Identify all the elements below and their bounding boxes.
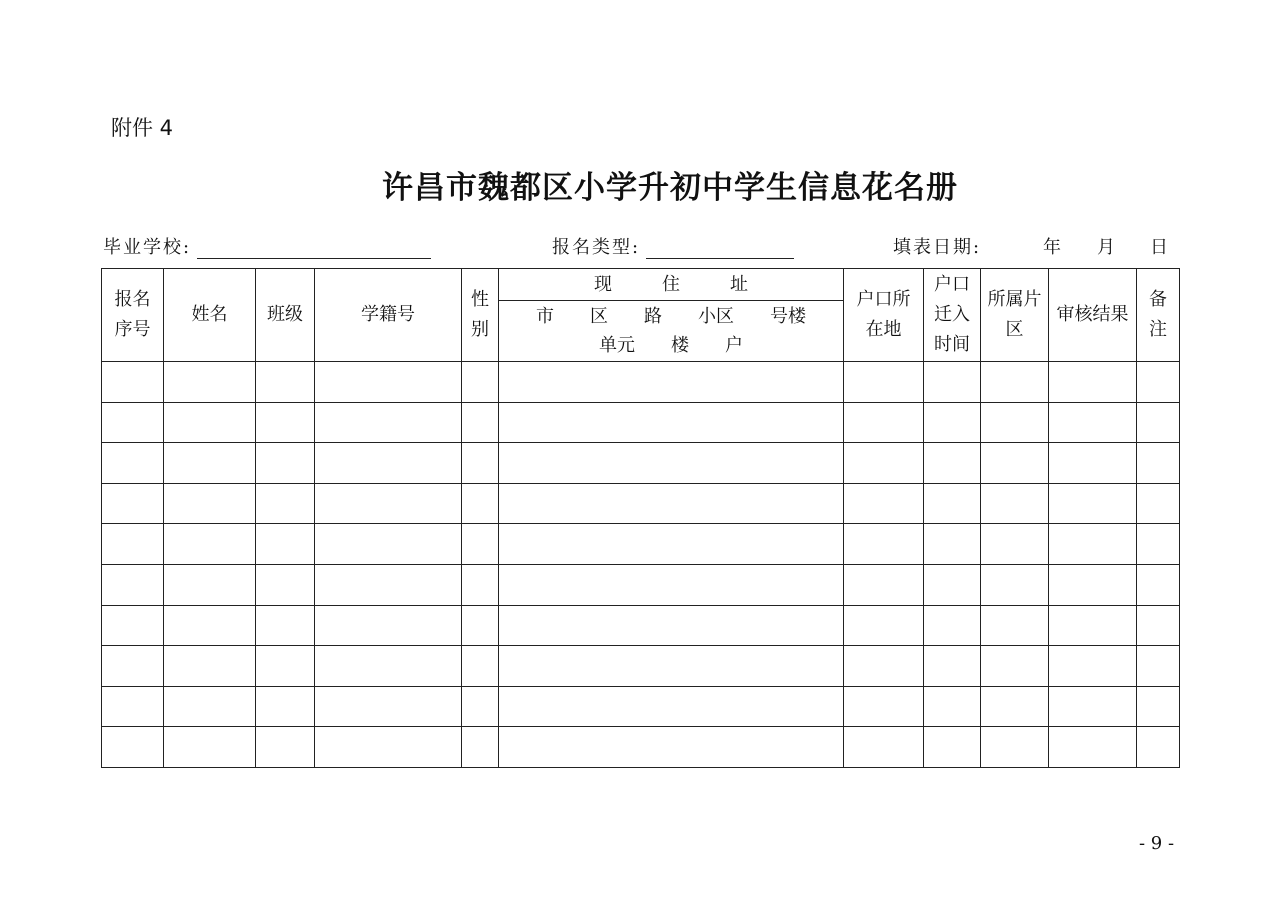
table-cell[interactable]	[315, 686, 462, 727]
page-title: 许昌市魏都区小学升初中学生信息花名册	[382, 170, 958, 206]
table-cell[interactable]	[1137, 524, 1180, 565]
school-field	[103, 233, 431, 259]
table-cell[interactable]	[499, 564, 844, 605]
table-cell[interactable]	[1137, 605, 1180, 646]
table-cell[interactable]	[102, 443, 164, 484]
table-cell[interactable]	[164, 727, 256, 768]
table-cell[interactable]	[981, 564, 1049, 605]
table-cell[interactable]	[102, 483, 164, 524]
table-cell[interactable]	[499, 402, 844, 443]
table-cell[interactable]	[981, 686, 1049, 727]
roster-body	[102, 362, 1180, 768]
table-cell[interactable]	[499, 443, 844, 484]
table-cell[interactable]	[1049, 443, 1137, 484]
table-cell[interactable]	[1049, 605, 1137, 646]
table-row	[102, 362, 1180, 403]
table-cell[interactable]	[1137, 686, 1180, 727]
type-label: 报名类型:	[552, 237, 641, 258]
table-cell[interactable]	[499, 483, 844, 524]
header-gender-line2: 别	[471, 319, 489, 340]
table-cell[interactable]	[102, 402, 164, 443]
table-cell[interactable]	[102, 564, 164, 605]
table-cell[interactable]	[844, 524, 924, 565]
table-cell[interactable]	[981, 402, 1049, 443]
table-cell[interactable]	[844, 483, 924, 524]
table-row	[102, 686, 1180, 727]
table-cell[interactable]	[844, 443, 924, 484]
table-cell[interactable]	[1137, 443, 1180, 484]
student-roster-table	[101, 268, 1180, 768]
header-district-line2: 区	[1005, 319, 1024, 340]
table-cell[interactable]	[1049, 483, 1137, 524]
table-cell[interactable]	[102, 727, 164, 768]
header-note-line1: 备	[1149, 289, 1167, 310]
table-cell[interactable]	[256, 483, 315, 524]
header-district-line1: 所属片	[987, 289, 1042, 310]
table-cell[interactable]	[844, 362, 924, 403]
table-cell[interactable]	[315, 362, 462, 403]
header-hukou	[844, 269, 924, 362]
table-cell[interactable]	[315, 402, 462, 443]
table-cell[interactable]	[256, 443, 315, 484]
table-cell[interactable]	[981, 605, 1049, 646]
table-cell[interactable]	[462, 362, 499, 403]
table-cell[interactable]	[924, 443, 981, 484]
table-cell[interactable]	[462, 686, 499, 727]
table-cell[interactable]	[844, 564, 924, 605]
header-gender	[462, 269, 499, 362]
table-cell[interactable]	[102, 686, 164, 727]
table-cell[interactable]	[924, 402, 981, 443]
table-cell[interactable]	[462, 443, 499, 484]
table-cell[interactable]	[924, 646, 981, 687]
header-move-line2: 迁入	[934, 304, 970, 325]
table-cell[interactable]	[256, 646, 315, 687]
table-cell[interactable]	[844, 686, 924, 727]
table-cell[interactable]	[981, 362, 1049, 403]
table-row	[102, 402, 1180, 443]
table-row	[102, 443, 1180, 484]
attachment-label: 附件 4	[111, 116, 174, 140]
table-cell[interactable]	[164, 646, 256, 687]
table-cell[interactable]	[462, 402, 499, 443]
header-name: 姓名	[164, 269, 256, 362]
header-student-id: 学籍号	[315, 269, 462, 362]
table-cell[interactable]	[844, 727, 924, 768]
header-move-line3: 时间	[934, 334, 970, 355]
table-row	[102, 564, 1180, 605]
date-day: 日	[1150, 237, 1168, 258]
table-row	[102, 605, 1180, 646]
table-cell[interactable]	[844, 605, 924, 646]
school-label: 毕业学校:	[103, 237, 192, 258]
table-cell[interactable]	[315, 605, 462, 646]
table-cell[interactable]	[315, 564, 462, 605]
table-cell[interactable]	[462, 605, 499, 646]
table-cell[interactable]	[256, 605, 315, 646]
table-row	[102, 483, 1180, 524]
table-cell[interactable]	[499, 524, 844, 565]
header-seq-line2: 序号	[114, 319, 151, 340]
table-cell[interactable]	[164, 443, 256, 484]
table-cell[interactable]	[1137, 483, 1180, 524]
table-cell[interactable]	[981, 483, 1049, 524]
header-address-title: 现住址	[499, 269, 844, 301]
table-cell[interactable]	[315, 524, 462, 565]
header-seq-line1: 报名	[114, 289, 151, 310]
table-cell[interactable]	[164, 564, 256, 605]
table-cell[interactable]	[315, 727, 462, 768]
header-move-in-time	[924, 269, 981, 362]
table-cell[interactable]	[1049, 686, 1137, 727]
table-cell[interactable]	[499, 686, 844, 727]
table-cell[interactable]	[1137, 727, 1180, 768]
header-address-line1: 市 区 路 小区 号楼	[536, 306, 806, 327]
table-cell[interactable]	[315, 646, 462, 687]
page-number: - 9 -	[1139, 833, 1175, 854]
header-hukou-line2: 在地	[865, 319, 902, 340]
table-cell[interactable]	[499, 362, 844, 403]
table-cell[interactable]	[256, 686, 315, 727]
table-cell[interactable]	[462, 483, 499, 524]
header-seq	[102, 269, 164, 362]
table-cell[interactable]	[1049, 564, 1137, 605]
table-cell[interactable]	[1049, 362, 1137, 403]
table-cell[interactable]	[164, 483, 256, 524]
table-cell[interactable]	[924, 524, 981, 565]
table-cell[interactable]	[1049, 524, 1137, 565]
table-cell[interactable]	[499, 727, 844, 768]
table-cell[interactable]	[1049, 402, 1137, 443]
form-meta-row	[0, 233, 1280, 259]
date-field	[893, 233, 981, 259]
table-row	[102, 727, 1180, 768]
header-hukou-line1: 户口所	[856, 289, 911, 310]
table-cell[interactable]	[164, 686, 256, 727]
header-class: 班级	[256, 269, 315, 362]
table-cell[interactable]	[462, 727, 499, 768]
table-cell[interactable]	[981, 727, 1049, 768]
table-cell[interactable]	[1137, 362, 1180, 403]
table-cell[interactable]	[1137, 564, 1180, 605]
header-address-detail	[499, 301, 844, 362]
table-cell[interactable]	[981, 524, 1049, 565]
table-cell[interactable]	[462, 646, 499, 687]
table-cell[interactable]	[102, 362, 164, 403]
table-cell[interactable]	[981, 443, 1049, 484]
header-district	[981, 269, 1049, 362]
table-cell[interactable]	[102, 605, 164, 646]
table-cell[interactable]	[256, 362, 315, 403]
table-cell[interactable]	[924, 483, 981, 524]
type-input-line[interactable]	[646, 238, 794, 259]
table-cell[interactable]	[924, 564, 981, 605]
table-cell[interactable]	[164, 605, 256, 646]
table-cell[interactable]	[844, 646, 924, 687]
header-address-line2: 单元 楼 户	[599, 335, 743, 356]
table-cell[interactable]	[102, 524, 164, 565]
table-cell[interactable]	[981, 646, 1049, 687]
date-year: 年	[1043, 237, 1061, 258]
type-field	[552, 233, 794, 259]
school-input-line[interactable]	[197, 238, 431, 259]
date-month: 月	[1097, 237, 1115, 258]
table-cell[interactable]	[164, 362, 256, 403]
table-cell[interactable]	[499, 646, 844, 687]
table-cell[interactable]	[164, 402, 256, 443]
table-cell[interactable]	[1049, 727, 1137, 768]
header-note	[1137, 269, 1180, 362]
table-cell[interactable]	[102, 646, 164, 687]
header-note-line2: 注	[1149, 319, 1167, 340]
table-row	[102, 524, 1180, 565]
table-cell[interactable]	[924, 605, 981, 646]
table-cell[interactable]	[924, 362, 981, 403]
table-cell[interactable]	[462, 564, 499, 605]
table-cell[interactable]	[1049, 646, 1137, 687]
table-cell[interactable]	[499, 605, 844, 646]
table-cell[interactable]	[256, 727, 315, 768]
table-cell[interactable]	[256, 524, 315, 565]
header-review: 审核结果	[1049, 269, 1137, 362]
table-cell[interactable]	[315, 483, 462, 524]
table-cell[interactable]	[462, 524, 499, 565]
table-cell[interactable]	[924, 727, 981, 768]
table-cell[interactable]	[256, 564, 315, 605]
table-cell[interactable]	[844, 402, 924, 443]
table-cell[interactable]	[1137, 646, 1180, 687]
table-row	[102, 646, 1180, 687]
table-cell[interactable]	[164, 524, 256, 565]
table-cell[interactable]	[256, 402, 315, 443]
table-cell[interactable]	[315, 443, 462, 484]
table-cell[interactable]	[1137, 402, 1180, 443]
date-label: 填表日期:	[893, 237, 982, 258]
table-cell[interactable]	[924, 686, 981, 727]
header-move-line1: 户口	[934, 274, 970, 295]
header-gender-line1: 性	[471, 289, 489, 310]
